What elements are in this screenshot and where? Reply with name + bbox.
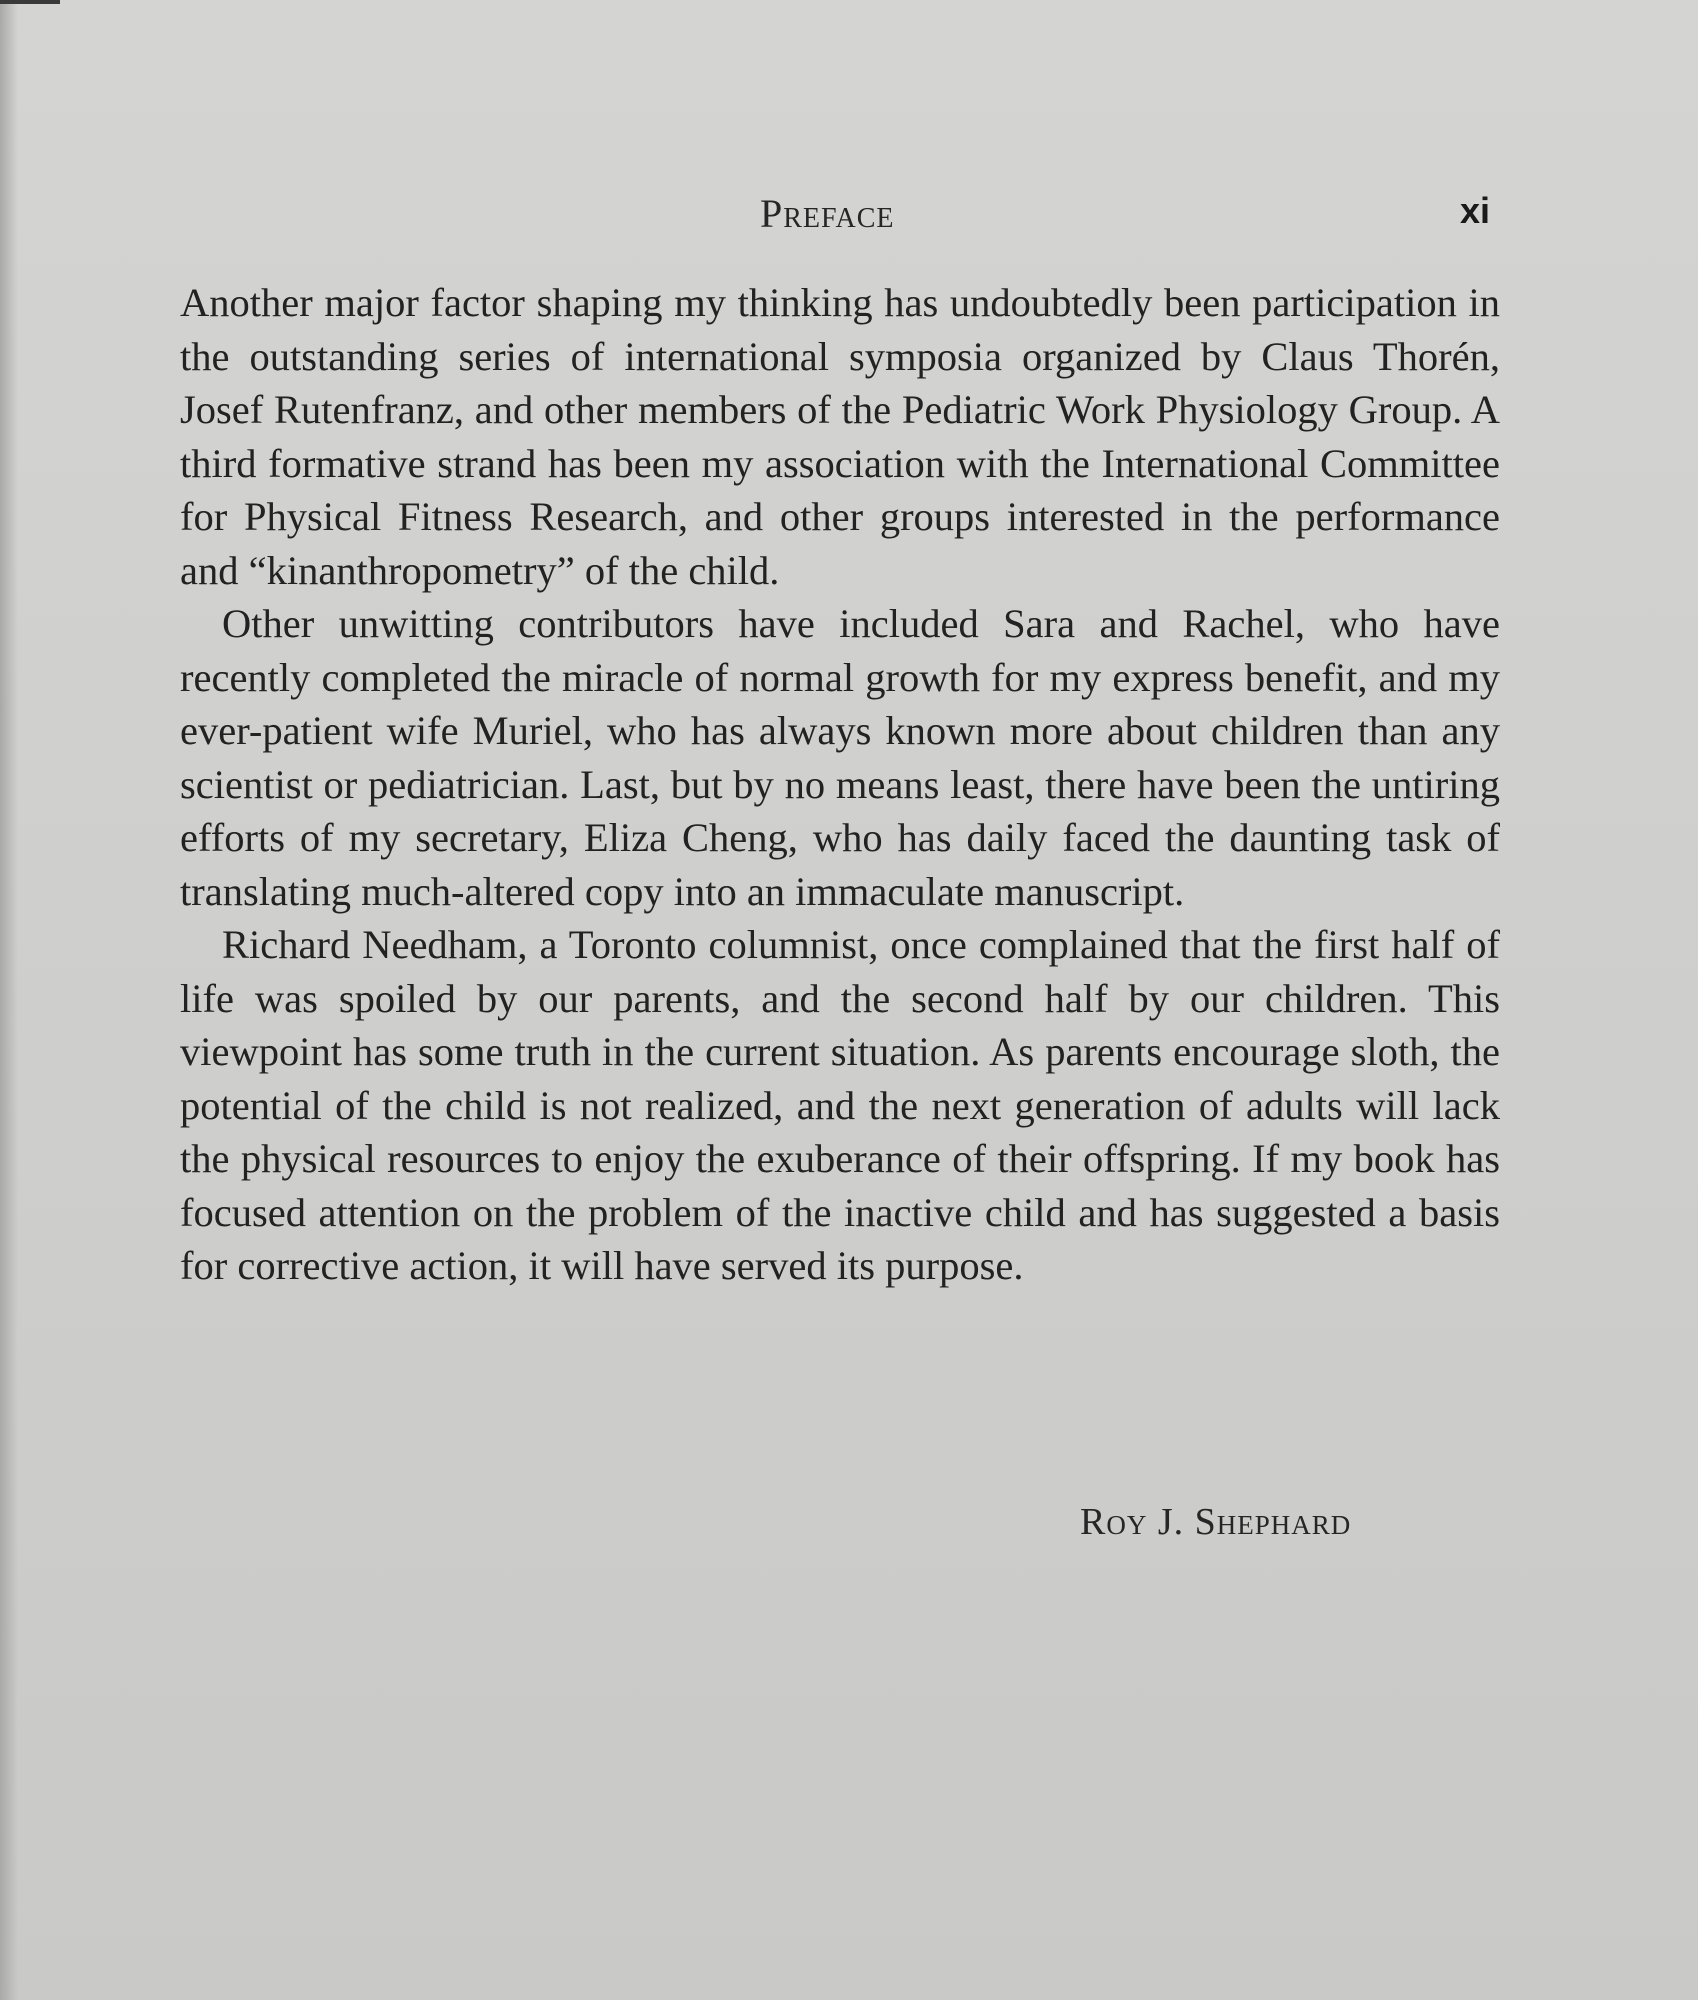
author-signature: Roy J. Shephard	[1080, 1501, 1352, 1543]
paragraph: Other unwitting contributors have included Sara and Rachel, who have recently completed the miracle of normal growth for my express benefit, and my ever-patient wife Muriel, who has always known more about children than any scientist or pediatrician. Last, but by no means least, there have been the untiring efforts of my secretary, Eliza Cheng, who has daily faced the daunting task of translating much-altered copy into an immaculate manuscript.	[180, 601, 1500, 914]
running-title: Preface	[760, 191, 895, 236]
page-gutter-shadow	[0, 0, 18, 2000]
body-text	[180, 276, 1500, 1293]
page-edge	[0, 0, 60, 4]
paragraph: Another major factor shaping my thinking has undoubtedly been participation in the outstanding series of international symposia organized by Claus Thorén, Josef Rutenfranz, and other members of the Pediatric Work Physiology Group. A third formative strand has been my association with the International Committee for Physical Fitness Research, and other groups interested in the performance and “kinanthropometry” of the child.	[180, 280, 1500, 593]
page-number: xi	[1459, 190, 1490, 231]
paragraph: Richard Needham, a Toronto columnist, once complained that the first half of life was spoiled by our parents, and the second half by our children. This viewpoint has some truth in the current situation. As parents encourage sloth, the potential of the child is not realized, and the next generation of adults will lack the physical resources to enjoy the exuberance of their offspring. If my book has focused attention on the problem of the inactive child and has suggested a basis for corrective action, it will have served its purpose.	[180, 922, 1500, 1288]
running-head	[180, 190, 1500, 240]
